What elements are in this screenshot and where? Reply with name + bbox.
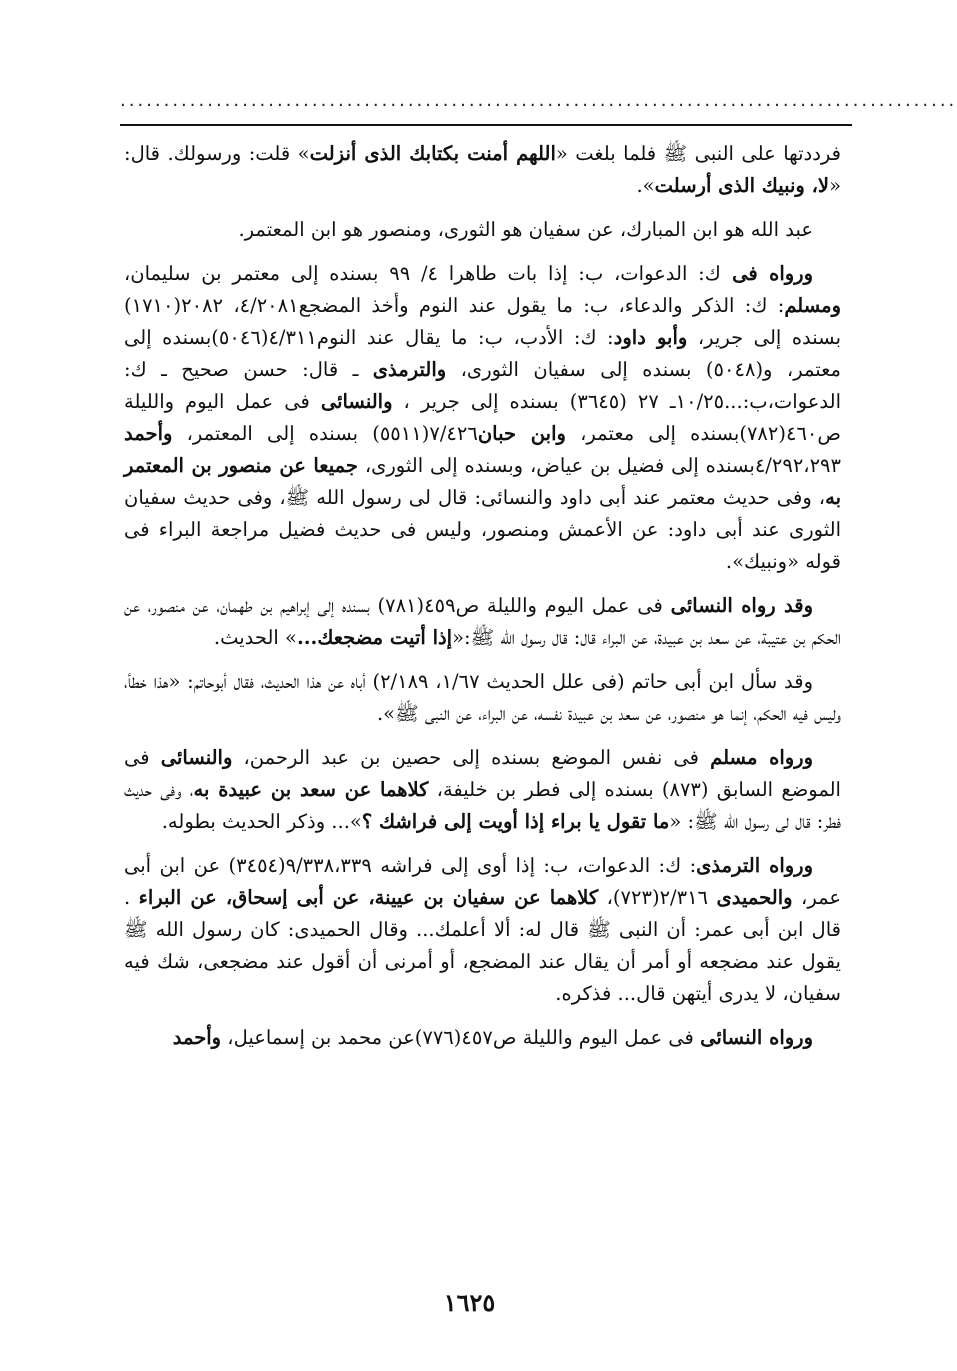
text-segment: » قلت: ورسولك. قال: « (124, 142, 841, 197)
bold-text-segment: ورواه مسلم (710, 746, 813, 769)
paragraph (124, 258, 841, 578)
text-segment: » الحديث. (213, 626, 297, 649)
bold-text-segment: وأحمد (172, 1026, 222, 1049)
text-segment: فى عمل اليوم والليلة ص٤٦٠(٧٨٢)بسنده إلى معتمر، (124, 390, 841, 445)
paragraph (124, 666, 841, 730)
text-segment: ك: الدعوات، ب: إذا بات طاهرا ٤/ ٩٩ بسنده إلى معتمر بن سليمان، (124, 262, 721, 285)
page-number: ١٦٢٥ (443, 1288, 496, 1317)
text-segment: ٤/٢٩٢،٢٩٣بسنده إلى فضيل بن عياض، وبسنده إلى الثورى، (357, 454, 842, 477)
bold-text-segment: كلاهما عن سعد بن عبيدة به (193, 778, 429, 801)
bold-text-segment: ومسلم (784, 294, 842, 317)
bold-text-segment: ورواه فى (720, 262, 813, 285)
text-segment: وقد سأل ابن أبى حاتم (فى علل الحديث ١/٦٧، ٢/١٨٩) أباه عن هذا الحديث، فقال أبوحاتم: «هذا خطأ، وليس فيه الحكم، إنما هو منصور، عن سعد بن عبيدة نفسه، عن البراء، عن النبى ﷺ». (124, 670, 841, 725)
bold-text-segment: وقد رواه النسائى (670, 594, 813, 617)
bold-text-segment: لا، ونبيك الذى أرسلت (654, 174, 830, 197)
paragraph (124, 590, 841, 654)
paragraph (124, 742, 841, 838)
text-segment: فى الموضع السابق (٨٧٣) بسنده إلى فطر بن خليفة، (124, 746, 841, 801)
text-segment: فى عمل اليوم والليلة ص٤٥٧(٧٧٦)عن محمد بن إسماعيل، (221, 1026, 701, 1049)
text-segment: : ك: الدعوات، ب: إذا أوى إلى فراشه ٩/٣٣٨،٣٣٩(٣٤٥٤) عن ابن أبى عمر، (124, 854, 841, 909)
page-body (124, 138, 841, 1066)
text-segment: »... وذكر الحديث بطوله. (161, 810, 362, 833)
bold-text-segment: جميعا عن منصور بن المعتمر به (124, 454, 841, 509)
text-segment: : ك: الذكر والدعاء، ب: ما يقول عند النوم وأخذ المضجع٤/٢٠٨١، ٢٠٨٢(١٧١٠) بسنده إلى جرير، (124, 294, 841, 349)
bold-text-segment: ورواه النسائى (700, 1026, 813, 1049)
text-segment: ٧/٤٢٦(٥٥١١) بسنده إلى المعتمر، (172, 422, 478, 445)
text-segment: فى نفس الموضع بسنده إلى حصين بن عبد الرحمن، (232, 746, 711, 769)
text-segment: : ك: الأدب، ب: ما يقال عند النوم٤/٣١١(٥٠٤٦)بسنده إلى معتمر، و(٥٠٤٨) بسنده إلى سفيان الثورى، (124, 326, 841, 381)
text-segment: ». (636, 174, 655, 197)
paragraph (124, 138, 841, 202)
bold-text-segment: وأحمد (124, 422, 173, 445)
text-segment: فى عمل اليوم والليلة ص٤٥٩(٧٨١) بسنده إلى إبراهيم بن طهمان، عن منصور، عن الحكم بن عتيبة، عن سعد بن عبيدة، عن البراء قال: قال رسول الله ﷺ:« (124, 594, 841, 649)
bold-text-segment: والنسائى (320, 390, 393, 413)
text-segment: ـ قال: حسن صحيح ـ ك: الدعوات،ب:...١٠/٢٥ـ ٢٧ (٣٦٤٥) بسنده إلى جرير ، (124, 358, 841, 413)
bold-text-segment: ورواه الترمذى (696, 854, 814, 877)
paragraph (124, 1022, 841, 1054)
bold-text-segment: كلاهما عن سفيان بن عيينة، عن أبى إسحاق، عن البراء (138, 886, 599, 909)
bold-text-segment: ما تقول يا براء إذا أويت إلى فراشك ؟ (361, 810, 670, 833)
bold-text-segment: وابن حبان (477, 422, 566, 445)
paragraph (124, 850, 841, 1010)
dotted-separator: ................................................................................................ (120, 90, 957, 111)
bold-text-segment: اللهم أمنت بكتابك الذى أنزلت (309, 142, 556, 165)
bold-text-segment: وأبو داود (613, 326, 688, 349)
text-segment: عبد الله هو ابن المبارك، عن سفيان هو الثورى، ومنصور هو ابن المعتمر. (238, 218, 813, 241)
header-rule (120, 124, 852, 126)
text-segment: فرددتها على النبى ﷺ فلما بلغت « (555, 142, 841, 165)
bold-text-segment: إذا أتيت مضجعك... (296, 626, 453, 649)
paragraph (124, 214, 841, 246)
bold-text-segment: والترمذى (372, 358, 447, 381)
text-segment: ، وفى حديث فطر: قال لى رسول الله ﷺ: « (124, 778, 841, 833)
text-segment: ٢/٣١٦(٧٢٣)، (598, 886, 717, 909)
text-segment: . قال ابن أبى عمر: أن النبى ﷺ قال له: ألا أعلمك... وقال الحميدى: كان رسول الله ﷺ يقول عند مضجعه أو أمر أن يقال عند المضجع، أو أمرنى أن أقول عند مضجعى، شك فيه سفيان، لا يدرى أيتهن قال... فذكره. (124, 886, 841, 1005)
text-segment: ، وفى حديث معتمر عند أبى داود والنسائى: قال لى رسول الله ﷺ، وفى حديث سفيان الثورى عند أبى داود: عن الأعمش ومنصور، وليس فى حديث فضيل مراجعة البراء فى قوله «ونبيك». (124, 486, 841, 573)
bold-text-segment: والنسائى (160, 746, 233, 769)
bold-text-segment: والحميدى (716, 886, 793, 909)
